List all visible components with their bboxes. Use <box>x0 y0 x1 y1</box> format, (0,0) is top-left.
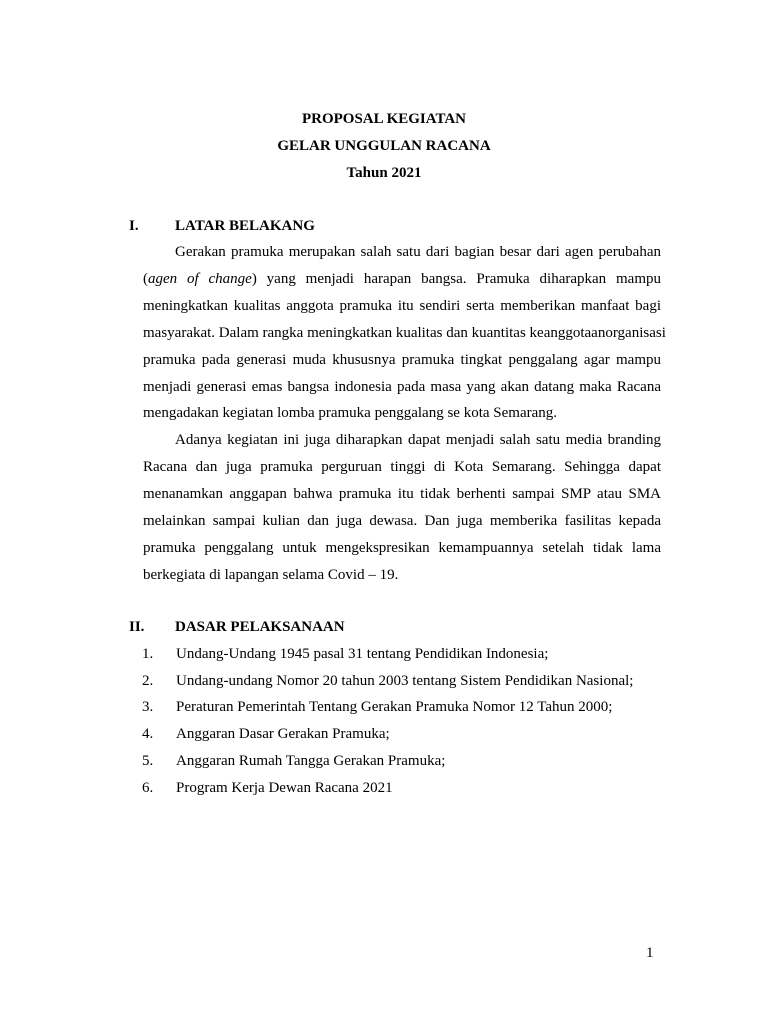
section-heading: LATAR BELAKANG <box>175 218 315 234</box>
paragraph-line <box>143 270 661 288</box>
document-year: Tahun 2021 <box>346 165 422 181</box>
paragraph-line: Gerakan pramuka merupakan salah satu dari bagian besar dari agen perubahan <box>175 244 661 260</box>
list-item: Undang-undang Nomor 20 tahun 2003 tentang Sistem Pendidikan Nasional; <box>176 673 634 689</box>
list-item-number: 4. <box>142 726 154 742</box>
text-run: ( <box>143 271 148 287</box>
paragraph-line: pramuka pada generasi muda khususnya pramuka tingkat penggalang agar mampu <box>143 352 661 368</box>
list-item: Peraturan Pemerintah Tentang Gerakan Pramuka Nomor 12 Tahun 2000; <box>176 699 613 715</box>
paragraph-line: menanamkan anggapan bahwa pramuka itu tidak berhenti sampai SMP atau SMA <box>143 486 661 502</box>
paragraph-line: masyarakat. Dalam rangka meningkatkan kualitas dan kuantitas keanggotaanorganisasi <box>143 325 666 341</box>
paragraph-line: Racana dan juga pramuka perguruan tinggi di Kota Semarang. Sehingga dapat <box>143 459 661 475</box>
list-item-number: 3. <box>142 699 154 715</box>
paragraph-line: Adanya kegiatan ini juga diharapkan dapat menjadi salah satu media branding <box>175 432 661 448</box>
list-item-number: 6. <box>142 780 154 796</box>
italic-term: agen of change <box>148 271 252 287</box>
list-item: Anggaran Rumah Tangga Gerakan Pramuka; <box>176 753 446 769</box>
paragraph-line: meningkatkan kualitas anggota pramuka itu sendiri serta memberikan manfaat bagi <box>143 298 661 314</box>
paragraph-line: pramuka penggalang untuk mengekspresikan kemampuannya setelah tidak lama <box>143 540 661 556</box>
paragraph-line: mengadakan kegiatan lomba pramuka penggalang se kota Semarang. <box>143 405 558 421</box>
section-number: II. <box>129 619 145 635</box>
section-heading: DASAR PELAKSANAAN <box>175 619 345 635</box>
list-item: Program Kerja Dewan Racana 2021 <box>176 780 393 796</box>
list-item: Undang-Undang 1945 pasal 31 tentang Pendidikan Indonesia; <box>176 646 549 662</box>
list-item-number: 1. <box>142 646 154 662</box>
list-item-number: 2. <box>142 673 154 689</box>
section-number: I. <box>129 218 139 234</box>
list-item: Anggaran Dasar Gerakan Pramuka; <box>176 726 390 742</box>
document-subtitle: GELAR UNGGULAN RACANA <box>277 138 491 154</box>
paragraph-line: berkegiata di lapangan selama Covid – 19. <box>143 567 399 583</box>
paragraph-line: melainkan sampai kulian dan juga dewasa. Dan juga memberika fasilitas kepada <box>143 513 661 529</box>
document-title: PROPOSAL KEGIATAN <box>301 111 467 127</box>
paragraph-line: menjadi generasi emas bangsa indonesia pada masa yang akan datang maka Racana <box>143 379 661 395</box>
text-run: ) yang menjadi harapan bangsa. Pramuka diharapkan mampu <box>251 271 662 287</box>
list-item-number: 5. <box>142 753 154 769</box>
page-number: 1 <box>646 945 654 961</box>
